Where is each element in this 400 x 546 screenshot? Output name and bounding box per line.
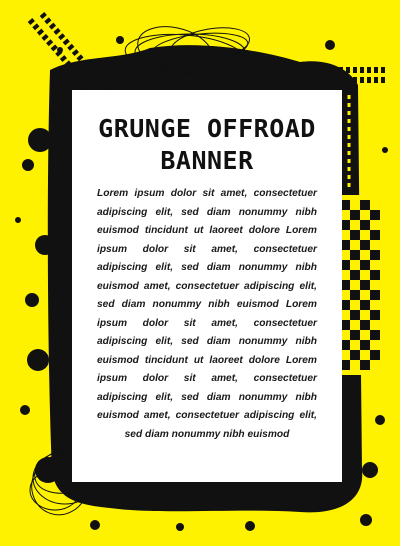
banner-body-text: Lorem ipsum dolor sit amet, consectetuer adipiscing elit, sed diam nonummy nibh euismod tincidunt ut laoreet dolore Lorem ipsum dolor sit amet, consectetuer adipiscing elit, sed diam nonummy nibh euismod amet, consectetuer adipiscing elit, sed diam nonummy nibh euismod Lorem ipsum dolor sit amet, consectetuer adipiscing elit, sed diam nonummy nibh euismod tincidunt ut laoreet dolore Lorem ipsum dolor sit amet, consectetuer adipiscing elit, sed diam nonummy nibh euismod amet, consectetuer adipiscing elit, sed diam nonummy nibh euismod [97, 188, 317, 440]
checkered-flag-strip [340, 195, 380, 375]
banner-title [72, 113, 342, 177]
banner-title-line2: BANNER [160, 146, 254, 175]
banner-title-line1: GRUNGE OFFROAD [98, 114, 316, 143]
